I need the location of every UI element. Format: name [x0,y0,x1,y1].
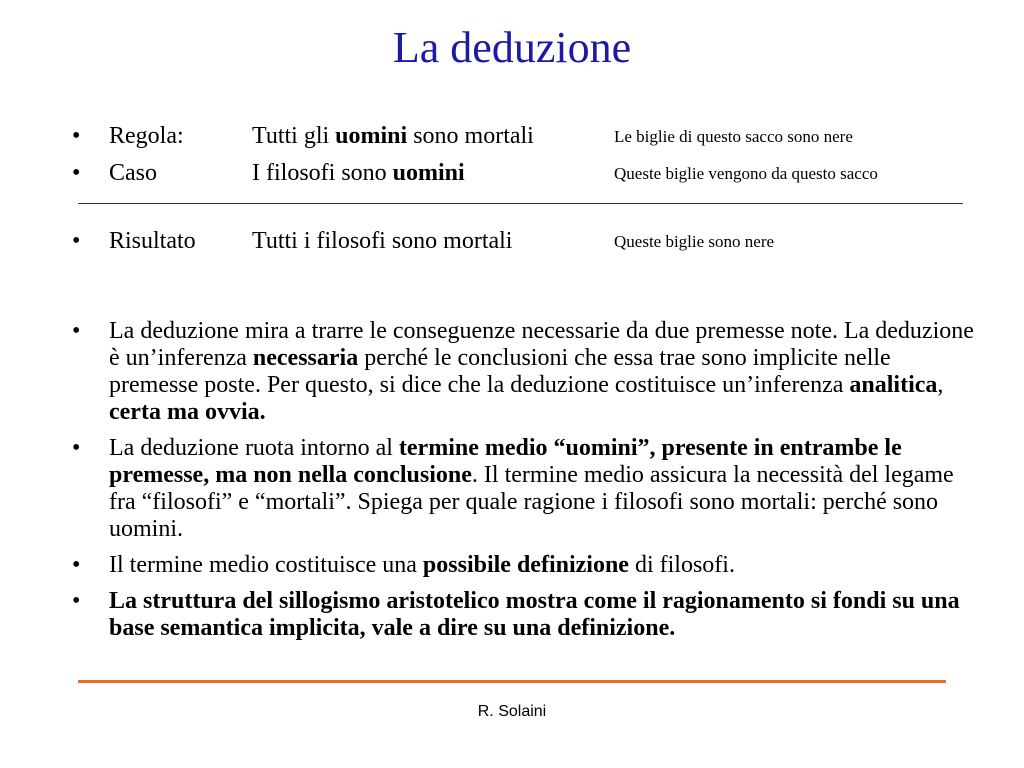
paragraph-text: La deduzione ruota intorno al [109,435,399,461]
statement-text: Tutti gli [252,123,336,149]
syllogism-example: Queste biglie vengono da questo sacco [614,164,878,183]
syllogism-divider [78,203,963,204]
statement-bold-term: uomini [392,160,465,186]
bullet: • [72,160,81,186]
paragraph-bold: termine medio “uomini”, presente in entrambe le premesse, ma non nella conclusione [109,435,902,488]
bullet: • [72,318,81,344]
syllogism-row-result [0,226,1024,260]
paragraph-bold: necessaria [252,345,359,371]
footer-rule [78,680,946,683]
syllogism-example: Queste biglie sono nere [614,232,775,251]
bullet: • [72,228,81,254]
statement-text: Tutti i filosofi sono mortali [252,228,513,254]
statement-text: sono mortali [407,123,534,149]
paragraph-text: di filosofi. [628,552,735,578]
syllogism-label: Risultato [109,228,196,254]
syllogism-statement [252,226,512,256]
explanation-item [0,552,979,579]
explanation-item [0,588,979,642]
syllogism-label: Caso [109,160,157,186]
paragraph-bold: possibile definizione [422,552,629,578]
explanation-item [0,435,979,543]
paragraph-text: perché le conclusioni che essa trae sono implicite nelle premesse poste. Per questo, si dice che la deduzione costituisce un’inferenza [109,345,891,398]
statement-bold-term: uomini [335,123,408,149]
paragraph-text: . Il termine medio assicura la necessità del legame fra “filosofi” e “mortali”. Spiega per quale ragione i filosofi sono mortali: perché sono uomini. [109,462,954,542]
bullet: • [72,588,81,614]
slide-title: La deduzione [392,23,632,72]
paragraph-text: Il termine medio costituisce una [109,552,423,578]
syllogism-statement [252,121,534,151]
footer-author: R. Solaini [477,703,547,720]
paragraph-text: , [937,372,944,398]
explanation-list [0,318,1024,651]
syllogism-statement [252,158,465,188]
paragraph-bold: certa ma ovvia. [109,399,266,425]
explanation-item [0,318,979,426]
paragraph-bold: analitica [849,372,938,398]
paragraph-bold: La struttura del sillogismo aristotelico mostra come il ragionamento si fondi su una base semantica implicita, vale a dire su una definizione. [109,588,960,641]
bullet: • [72,435,81,461]
syllogism-label: Regola: [109,123,184,149]
bullet: • [72,552,81,578]
syllogism-example: Le biglie di questo sacco sono nere [614,127,853,146]
syllogism-row-case [0,158,1024,192]
bullet: • [72,123,81,149]
syllogism-row-rule [0,121,1024,155]
paragraph-text: La deduzione mira a trarre le conseguenze necessarie da due premesse note. La deduzione è un’inferenza [109,318,974,371]
statement-text: I filosofi sono [252,160,393,186]
